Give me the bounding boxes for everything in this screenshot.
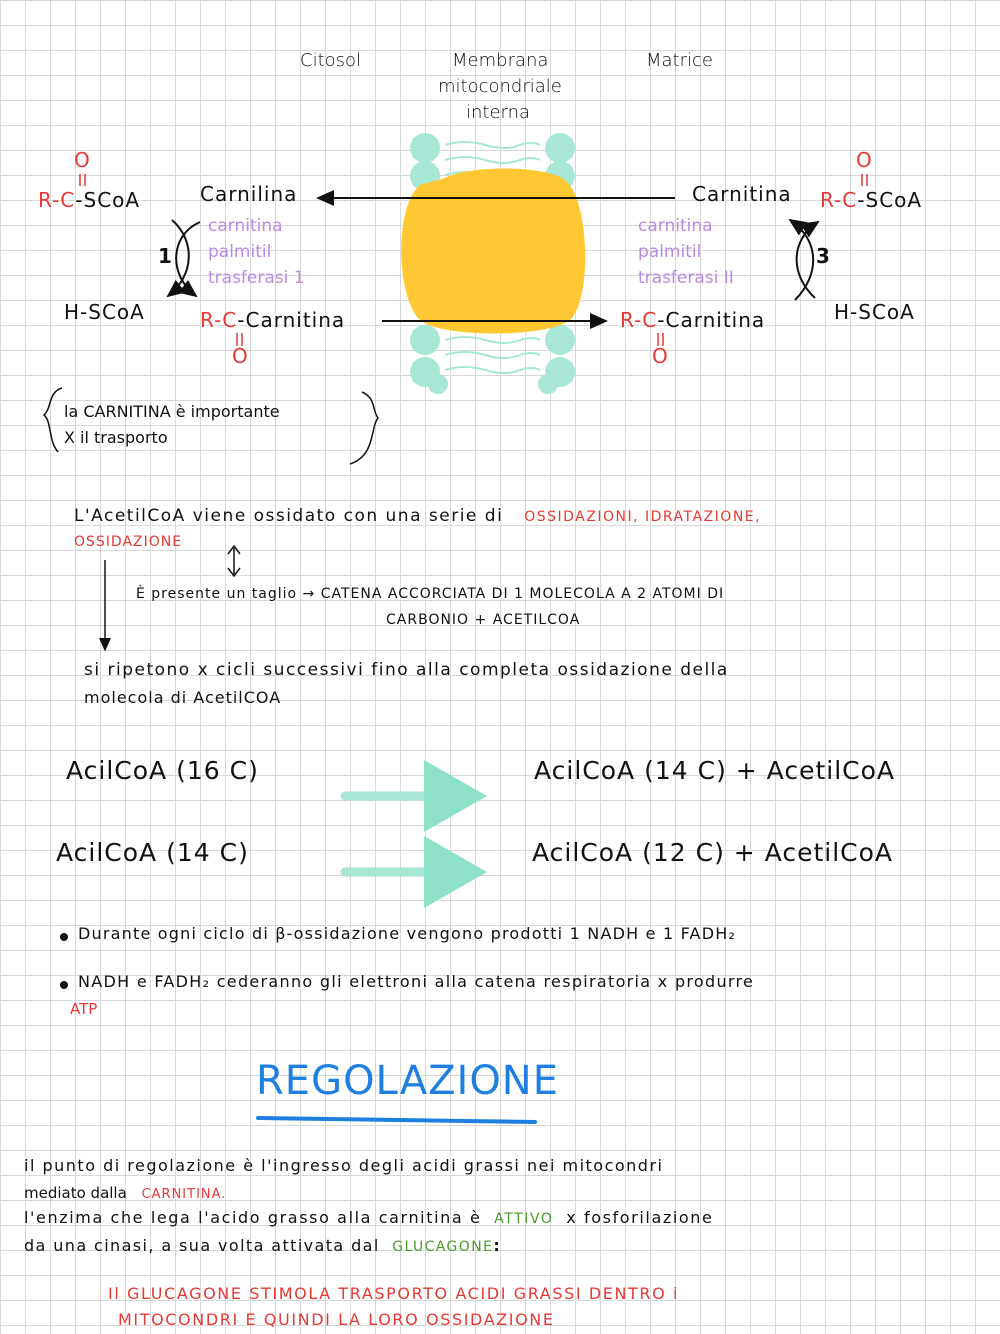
right-acylcarnitine bbox=[620, 308, 765, 332]
left-carbonyl-o-bottom: O bbox=[232, 344, 249, 368]
bullet-1-text: Durante ogni ciclo di β-ossidazione vengono prodotti 1 NADH e 1 FADH₂ bbox=[78, 924, 737, 943]
right-acylcoa bbox=[820, 188, 922, 212]
updown-arrow bbox=[228, 546, 240, 576]
title-underline bbox=[258, 1118, 535, 1122]
right-carnitine: Carnitina bbox=[692, 182, 792, 206]
enzyme1-line2: palmitil bbox=[208, 242, 272, 262]
left-acylcarnitine-label: -Carnitina bbox=[237, 308, 346, 332]
header-membrane-line1: Membrana bbox=[452, 50, 549, 71]
header-membrane-line3: interna bbox=[466, 102, 531, 123]
reaction-2-right: AcilCoA (12 C) + AcetilCoA bbox=[532, 838, 893, 867]
reg-p2-text: mediato dalla bbox=[24, 1184, 127, 1202]
reg-p4-green: GLUCAGONE bbox=[392, 1239, 494, 1255]
reg-p4 bbox=[24, 1236, 501, 1255]
right-hscoa: H-SCoA bbox=[834, 300, 915, 324]
right-carbonyl-o-top: O bbox=[856, 148, 873, 172]
betaox-line2-red: OSSIDAZIONE bbox=[74, 534, 183, 550]
final-line2: MITOCONDRI E QUINDI LA LORO OSSIDAZIONE bbox=[118, 1310, 555, 1329]
reg-p4-colon: : bbox=[493, 1236, 502, 1255]
reg-p1: il punto di regolazione è l'ingresso degli acidi grassi nei mitocondri bbox=[24, 1156, 664, 1175]
enzyme2-line3: trasferasi II bbox=[638, 268, 734, 288]
section-title: REGOLAZIONE bbox=[256, 1058, 559, 1104]
step-3-label: 3 bbox=[816, 244, 831, 268]
header-membrane-line2: mitocondriale bbox=[438, 76, 562, 97]
reg-p3 bbox=[24, 1208, 713, 1227]
enzyme1-line3: trasferasi 1 bbox=[208, 268, 305, 288]
betaox-line1-text: L'AcetilCoA viene ossidato con una serie di bbox=[74, 506, 504, 526]
left-acylcoa bbox=[38, 188, 140, 212]
enzyme2-line1: carnitina bbox=[638, 216, 713, 236]
reg-p3-green: ATTIVO bbox=[494, 1211, 554, 1227]
left-carnitine: Carnilina bbox=[200, 182, 298, 206]
note-line2: X il trasporto bbox=[64, 428, 168, 447]
step-1-label: 1 bbox=[158, 244, 173, 268]
bullet-dot-2 bbox=[60, 981, 68, 989]
cut-line2: CARBONIO + ACETILCOA bbox=[386, 612, 581, 628]
repeat-line2: molecola di AcetilCOA bbox=[84, 688, 282, 707]
note-line1: la CARNITINA è importante bbox=[64, 402, 280, 421]
right-acylcarnitine-rc: R-C bbox=[620, 308, 658, 332]
right-carbonyl-o-bottom: O bbox=[652, 344, 669, 368]
reg-p4-text-a: da una cinasi, a sua volta attivata dal bbox=[24, 1236, 380, 1255]
enzyme1-line1: carnitina bbox=[208, 216, 283, 236]
left-acylcarnitine-rc: R-C bbox=[200, 308, 238, 332]
reg-p3-text-a: l'enzima che lega l'acido grasso alla carnitina è bbox=[24, 1208, 482, 1227]
header-matrix: Matrice bbox=[646, 50, 713, 71]
header-cytosol: Citosol bbox=[300, 50, 362, 71]
betaox-line1-red: OSSIDAZIONI, IDRATAZIONE, bbox=[524, 509, 762, 525]
betaox-line1 bbox=[74, 506, 761, 526]
left-hscoa: H-SCoA bbox=[64, 300, 145, 324]
bullet-2-text: NADH e FADH₂ cederanno gli elettroni alla catena respiratoria x produrre bbox=[78, 972, 755, 991]
reaction-1-left: AcilCoA (16 C) bbox=[66, 756, 259, 785]
bullet-dot-1 bbox=[60, 933, 68, 941]
reaction-2-left: AcilCoA (14 C) bbox=[56, 838, 249, 867]
reg-p2 bbox=[24, 1184, 226, 1202]
final-line1: Il GLUCAGONE STIMOLA TRASPORTO ACIDI GRASSI DENTRO i bbox=[108, 1284, 680, 1303]
left-acylcarnitine bbox=[200, 308, 345, 332]
reg-p3-text-b: x fosforilazione bbox=[566, 1208, 714, 1227]
cut-line1: È presente un taglio → CATENA ACCORCIATA DI 1 MOLECOLA A 2 ATOMI DI bbox=[136, 586, 725, 602]
reaction-1-right: AcilCoA (14 C) + AcetilCoA bbox=[534, 756, 895, 785]
enzyme2-curve-out bbox=[790, 220, 813, 300]
left-carbonyl-o-top: O bbox=[74, 148, 91, 172]
right-acylcoa-rc: R-C bbox=[820, 188, 858, 212]
note-brace-left bbox=[44, 388, 62, 452]
right-acylcoa-scoa: -SCoA bbox=[857, 188, 923, 212]
enzyme2-line2: palmitil bbox=[638, 242, 702, 262]
bullet-2-red: ATP bbox=[70, 1000, 98, 1018]
reg-p2-red: CARNITINA. bbox=[141, 1187, 227, 1202]
left-acylcoa-scoa: -SCoA bbox=[75, 188, 141, 212]
enzyme2-curve-in bbox=[797, 222, 818, 298]
repeat-line1: si ripetono x cicli successivi fino alla completa ossidazione della bbox=[84, 660, 729, 680]
note-brace-right bbox=[350, 392, 378, 464]
transporter-protein bbox=[401, 168, 585, 333]
right-acylcarnitine-label: -Carnitina bbox=[657, 308, 766, 332]
left-acylcoa-rc: R-C bbox=[38, 188, 76, 212]
